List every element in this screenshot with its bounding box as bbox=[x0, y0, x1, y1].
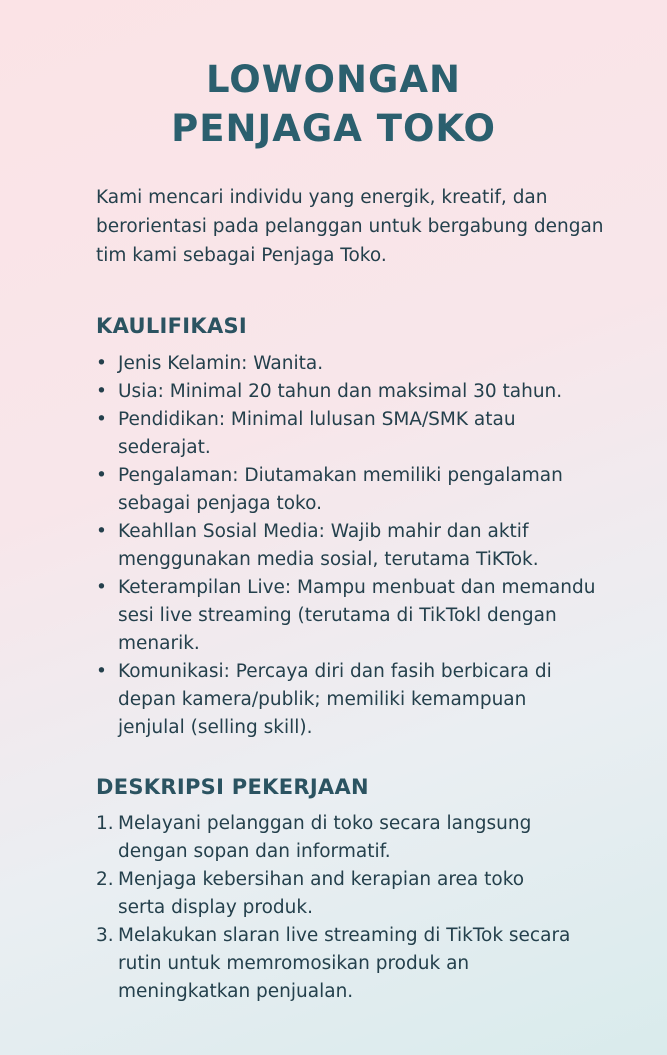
list-item: • Pendidikan: Minimal lulusan SMA/SMK atau sederajat. bbox=[96, 406, 607, 462]
page-title bbox=[0, 55, 667, 153]
list-item bbox=[96, 922, 607, 1006]
list-item-text: Melayani pelanggan di toko secara langsung dengan sopan dan informatif. bbox=[118, 813, 532, 862]
list-item bbox=[96, 866, 607, 922]
qualifications-heading: KAULIFIKASI bbox=[96, 314, 248, 338]
title-line-2: PENJAGA TOKO bbox=[171, 107, 496, 150]
list-number: 3. bbox=[96, 925, 114, 946]
list-item: • Komunikasi: Percaya diri dan fasih berbicara di depan kamera/publik; memiliki kemampuan jenjulal (selling skill). bbox=[96, 658, 607, 742]
list-number: 2. bbox=[96, 869, 114, 890]
job-poster bbox=[0, 55, 667, 1055]
title-line-1: LOWONGAN bbox=[206, 58, 461, 101]
list-item: • Jenis Kelamin: Wanita. bbox=[96, 350, 607, 378]
list-item-text: Melakukan slaran live streaming di TikTok secara rutin untuk memromosikan produk an meningkatkan penjualan. bbox=[118, 925, 571, 1002]
list-item bbox=[96, 810, 607, 866]
list-item: • Keterampilan Live: Mampu menbuat dan memandu sesi live streaming (terutama di TikTokl dengan menarik. bbox=[96, 574, 607, 658]
job-description-list bbox=[96, 810, 607, 1006]
list-number: 1. bbox=[96, 813, 114, 834]
qualifications-list bbox=[96, 350, 607, 742]
list-item: • Usia: Minimal 20 tahun dan maksimal 30 tahun. bbox=[96, 378, 607, 406]
intro-paragraph: Kami mencari individu yang energik, kreatif, dan berorientasi pada pelanggan untuk bergabung dengan tim kami sebagai Penjaga Toko. bbox=[96, 187, 604, 266]
list-item-text: Menjaga kebersihan and kerapian area toko serta display produk. bbox=[118, 869, 525, 918]
job-description-heading: DESKRIPSI PEKERJAAN bbox=[96, 775, 369, 799]
list-item: • Keahllan Sosial Media: Wajib mahir dan aktif menggunakan media sosial, terutama TiKTok. bbox=[96, 518, 607, 574]
list-item: • Pengalaman: Diutamakan memiliki pengalaman sebagai penjaga toko. bbox=[96, 462, 607, 518]
